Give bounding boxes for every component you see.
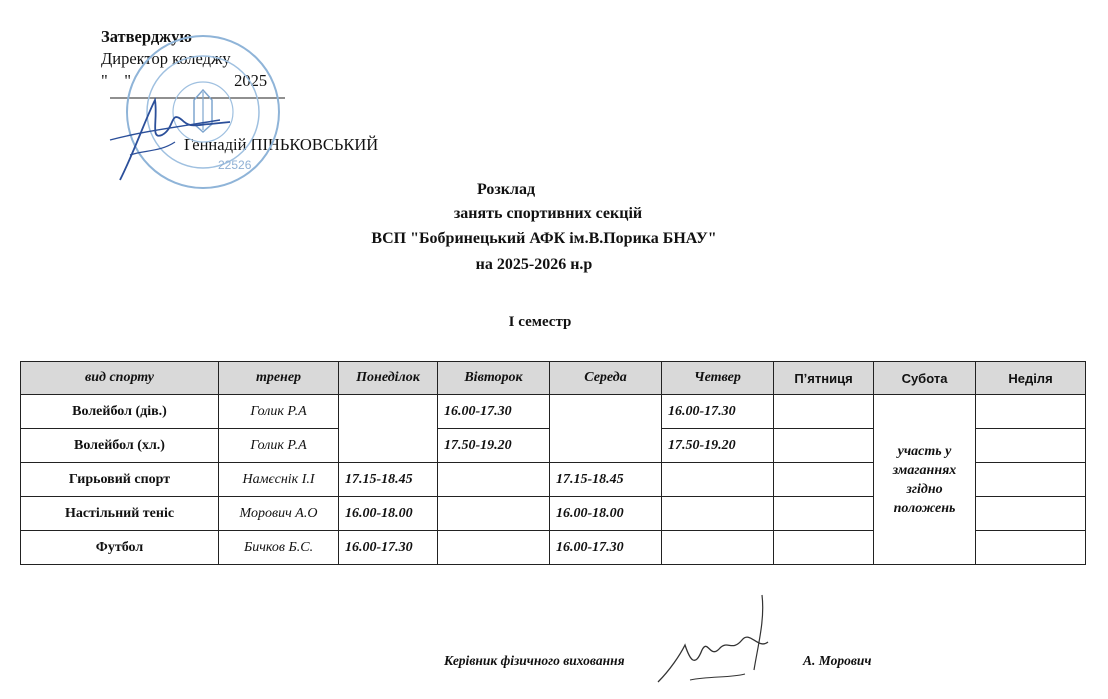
coach-cell: Голик Р.А (219, 395, 339, 429)
friday-cell (774, 531, 874, 565)
thursday-cell: 16.00-17.30 (662, 395, 774, 429)
wednesday-cell: 17.15-18.45 (550, 463, 662, 497)
approval-title: Затверджую (101, 27, 192, 46)
friday-cell (774, 497, 874, 531)
col-coach: тренер (219, 362, 339, 395)
coach-cell: Морович А.О (219, 497, 339, 531)
sunday-cell (976, 463, 1086, 497)
tuesday-cell: 17.50-19.20 (438, 429, 550, 463)
coach-cell: Голик Р.А (219, 429, 339, 463)
coach-cell: Бичков Б.С. (219, 531, 339, 565)
tuesday-cell (438, 497, 550, 531)
monday-cell (339, 395, 438, 463)
pe-head-signature-icon (650, 590, 790, 690)
monday-cell: 16.00-17.30 (339, 531, 438, 565)
director-signature-icon (100, 80, 240, 190)
friday-cell (774, 395, 874, 429)
sport-cell: Футбол (21, 531, 219, 565)
col-wednesday: Середа (550, 362, 662, 395)
monday-cell: 17.15-18.45 (339, 463, 438, 497)
sunday-cell (976, 497, 1086, 531)
col-sunday: Неділя (976, 362, 1086, 395)
sunday-cell (976, 429, 1086, 463)
approval-position: Директор коледжу (101, 49, 231, 68)
thursday-cell (662, 531, 774, 565)
col-sport: вид спорту (21, 362, 219, 395)
schedule-table (20, 361, 1086, 565)
friday-cell (774, 429, 874, 463)
institution-name: ВСП "Бобринецький АФК ім.В.Порика БНАУ" (371, 230, 717, 247)
col-monday: Понеділок (339, 362, 438, 395)
thursday-cell: 17.50-19.20 (662, 429, 774, 463)
doc-subtitle: занять спортивних секцій (453, 205, 643, 222)
tuesday-cell: 16.00-17.30 (438, 395, 550, 429)
sport-cell: Настільний теніс (21, 497, 219, 531)
footer-name: А. Морович (803, 653, 872, 668)
thursday-cell (662, 497, 774, 531)
sunday-cell (976, 395, 1086, 429)
tuesday-cell (438, 463, 550, 497)
sport-cell: Гирьовий спорт (21, 463, 219, 497)
sunday-cell (976, 531, 1086, 565)
saturday-note: участь у змаганнях згідно положень (874, 395, 976, 565)
sport-cell: Волейбол (дів.) (21, 395, 219, 429)
semester: І семестр (508, 314, 572, 330)
col-friday: Пʼятниця (774, 362, 874, 395)
seal-code: 22526 (218, 158, 252, 172)
wednesday-cell: 16.00-18.00 (550, 497, 662, 531)
col-saturday: Субота (874, 362, 976, 395)
coach-cell: Намєснік І.І (219, 463, 339, 497)
tuesday-cell (438, 531, 550, 565)
wednesday-cell: 16.00-17.30 (550, 531, 662, 565)
col-thursday: Четвер (662, 362, 774, 395)
doc-title: Розклад (476, 181, 536, 198)
approval-name: Геннадій ПІНЬКОВСЬКИЙ (184, 135, 379, 154)
header-row (21, 362, 1086, 395)
friday-cell (774, 463, 874, 497)
monday-cell: 16.00-18.00 (339, 497, 438, 531)
table-row (21, 395, 1086, 429)
footer-role: Керівник фізичного виховання (444, 653, 625, 668)
wednesday-cell (550, 395, 662, 463)
thursday-cell (662, 463, 774, 497)
academic-year: на 2025-2026 н.р (475, 256, 593, 273)
approval-date: " " 2025 (101, 71, 268, 90)
col-tuesday: Вівторок (438, 362, 550, 395)
sport-cell: Волейбол (хл.) (21, 429, 219, 463)
